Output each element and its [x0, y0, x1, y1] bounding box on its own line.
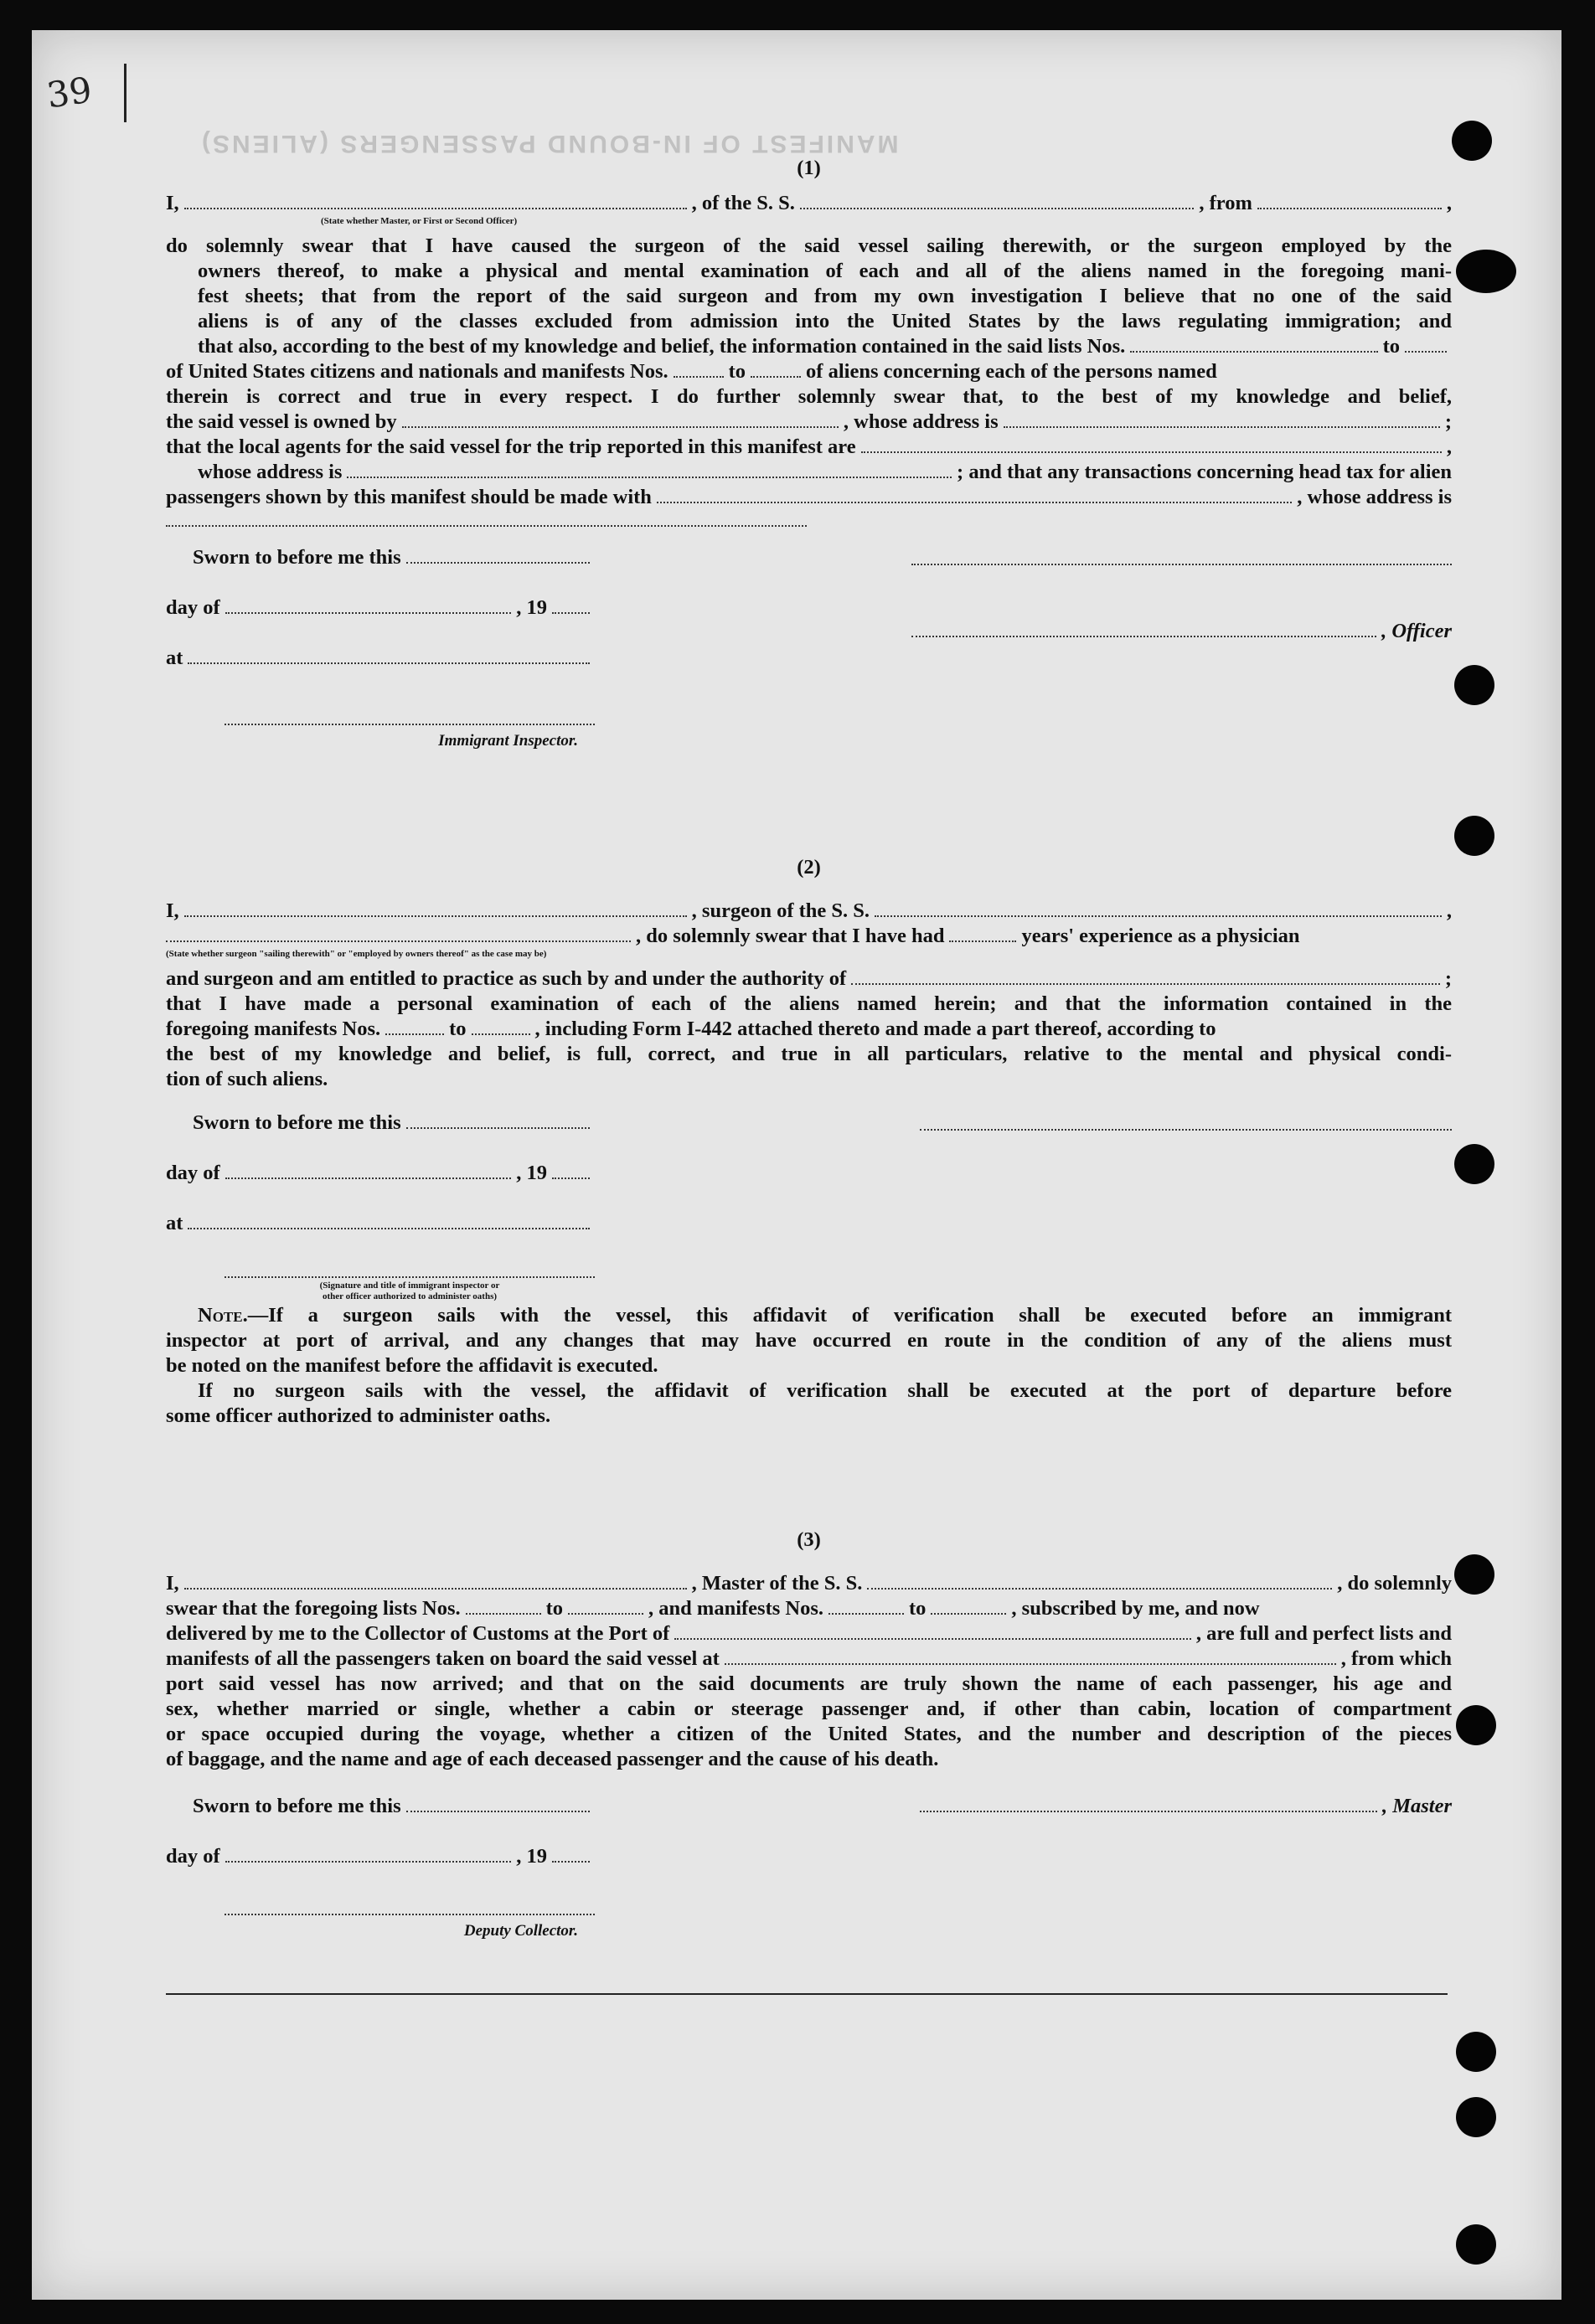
- sec1-text: that the local agents for the said vessel for the trip reported in this manifest are: [166, 435, 856, 458]
- manifests-from-field[interactable]: [674, 361, 724, 378]
- sec3-text: , are full and perfect lists and: [1195, 1622, 1452, 1645]
- sig-caption: other officer authorized to administer oaths): [322, 1291, 498, 1301]
- section-3-number: (3): [797, 1528, 821, 1551]
- sec1-lists-line: [166, 334, 1452, 359]
- sec3-signature-area: [166, 1794, 1452, 1953]
- sec3-text: manifests of all the passengers taken on board the said vessel at: [166, 1647, 720, 1670]
- sec3-sworn-line: [193, 1794, 595, 1819]
- sec3-manifests-from-field[interactable]: [828, 1598, 904, 1615]
- headtax-party-field[interactable]: [657, 487, 1292, 503]
- sec3-i: I,: [166, 1572, 179, 1595]
- manifests-to-field[interactable]: [751, 361, 801, 378]
- bottom-rule: [166, 1993, 1448, 1995]
- sec1-text: that also, according to the best of my knowledge and belief, the information contained in the said lists Nos.: [198, 335, 1126, 358]
- sec1-i: I,: [166, 192, 179, 214]
- bleed-through-header: MANIFEST OF IN-BOUND PASSENGERS (ALIENS): [199, 130, 899, 157]
- sec2-text: that I have made a personal examination of each of the aliens named herein; and that the information contained in the: [166, 992, 1452, 1015]
- margin-handwritten-number: 39: [44, 69, 95, 116]
- sec2-at-line: [166, 1211, 595, 1236]
- punch-hole: [1456, 250, 1516, 293]
- year-label: , 19: [516, 596, 547, 619]
- sec2-sworn-line: [193, 1110, 595, 1136]
- sec3-text: of baggage, and the name and age of each deceased passenger and the cause of his death.: [166, 1748, 939, 1770]
- sec1-of-ss: , of the S. S.: [691, 192, 795, 214]
- sec2-text: years' experience as a physician: [1021, 925, 1300, 947]
- sec3-line2: [166, 1596, 1452, 1621]
- punct: ,: [1446, 435, 1452, 458]
- owner-field[interactable]: [402, 411, 839, 428]
- surgeon-name-field[interactable]: [184, 900, 687, 917]
- document-page: [32, 30, 1561, 2300]
- sec2-line2: [166, 924, 1452, 949]
- sec2-text: the best of my knowledge and belief, is full, correct, and true in all particulars, relative to the mental and physical condi-: [166, 1043, 1452, 1065]
- sec3-text: delivered by me to the Collector of Customs at the Port of: [166, 1622, 670, 1645]
- sec2-inspector-sig: [225, 1261, 595, 1302]
- day-of-label: day of: [166, 1162, 220, 1184]
- headtax-address-field[interactable]: [166, 510, 807, 527]
- sec2-surgeon-label: , surgeon of the S. S.: [691, 899, 870, 922]
- sec3-vessel-field[interactable]: [867, 1573, 1332, 1590]
- sec3-manifests-to-field[interactable]: [931, 1598, 1006, 1615]
- boarding-port-field[interactable]: [725, 1648, 1336, 1665]
- sec1-text: passengers shown by this manifest should be made with: [166, 486, 652, 508]
- sec2-text: tion of such aliens.: [166, 1068, 328, 1090]
- master-name-field[interactable]: [184, 1573, 687, 1590]
- officer-label: , Officer: [1381, 620, 1452, 642]
- sec1-inspector-sig: [225, 709, 595, 754]
- authority-field[interactable]: [851, 968, 1440, 985]
- officer-signature-field-2[interactable]: [911, 621, 1376, 637]
- punch-hole: [1454, 1554, 1494, 1595]
- sec1-text: do solemnly swear that I have caused the surgeon of the said vessel sailing therewith, or the surgeon employed by the: [166, 234, 1452, 257]
- sec1-line1: [166, 191, 1452, 216]
- year-label: , 19: [516, 1845, 547, 1868]
- sworn-label: Sworn to before me this: [193, 1795, 401, 1817]
- port-field[interactable]: [674, 1623, 1191, 1640]
- sec2-manifests-from-field[interactable]: [385, 1018, 444, 1035]
- sec1-from: , from: [1199, 192, 1252, 214]
- sec3-text: swear that the foregoing lists Nos.: [166, 1597, 461, 1620]
- sec2-day-line: [166, 1161, 595, 1186]
- sec1-agent-address-line: [166, 460, 1452, 485]
- years-experience-field[interactable]: [949, 925, 1016, 942]
- sec1-text: of aliens concerning each of the persons named: [806, 360, 1217, 383]
- sec3-text: , do solemnly: [1337, 1572, 1452, 1595]
- lists-from-field[interactable]: [1130, 336, 1377, 353]
- sec2-body: [166, 966, 1452, 1092]
- sec3-text: , Master of the S. S.: [691, 1572, 863, 1595]
- agents-field[interactable]: [861, 436, 1442, 453]
- punct: ;: [1444, 410, 1453, 433]
- sec3-text: , from which: [1340, 1647, 1452, 1670]
- sworn-label: Sworn to before me this: [193, 1111, 401, 1134]
- sec2-manifests-line: [166, 1017, 1452, 1042]
- sec2-authority-line: [166, 966, 1452, 992]
- note-label: Note.: [198, 1304, 248, 1327]
- vessel-name-field[interactable]: [800, 193, 1195, 209]
- sec3-text: sex, whether married or single, whether a cabin or steerage passenger and, if other than cabin, location of compartment: [166, 1698, 1452, 1720]
- note-text: be noted on the manifest before the affidavit is executed.: [166, 1354, 658, 1377]
- sec3-lists-from-field[interactable]: [466, 1598, 541, 1615]
- sec2-text: , including Form I-442 attached thereto and made a part thereof, according to: [534, 1018, 1216, 1040]
- sec2-surgeon-signature: [920, 1110, 1452, 1131]
- sec2-line1: [166, 899, 1452, 924]
- sec3-year-field[interactable]: [552, 1846, 590, 1863]
- sec1-at-line: [166, 646, 595, 671]
- margin-rule: [124, 64, 126, 122]
- sec1-text: of United States citizens and nationals and manifests Nos.: [166, 360, 668, 383]
- sworn-label: Sworn to before me this: [193, 546, 401, 569]
- owner-address-field[interactable]: [1004, 411, 1440, 428]
- from-port-field[interactable]: [1257, 193, 1442, 209]
- sec1-text: fest sheets; that from the report of the said surgeon and from my own investigation I believe that no one of the said: [198, 285, 1452, 307]
- section-1-number: (1): [797, 157, 821, 179]
- inspector-label: Immigrant Inspector.: [438, 732, 578, 750]
- officer-name-field[interactable]: [184, 193, 687, 209]
- sec2-inspector-signature-field[interactable]: [225, 1261, 595, 1278]
- sec1-agents-line: [166, 435, 1452, 460]
- sec3-deputy-sig: [225, 1899, 595, 1944]
- note-text: If no surgeon sails with the vessel, the affidavit of verification shall be executed at the port of departure before: [198, 1379, 1452, 1402]
- sec3-day-line: [166, 1844, 595, 1869]
- deputy-label: Deputy Collector.: [463, 1922, 578, 1940]
- sec2-sworn-date-field[interactable]: [406, 1112, 590, 1129]
- day-of-label: day of: [166, 596, 220, 619]
- punch-hole: [1452, 121, 1492, 161]
- sec3-text: , and manifests Nos.: [648, 1597, 823, 1620]
- sec3-text: port said vessel has now arrived; and that on the said documents are truly shown the name of each passenger, his age and: [166, 1672, 1452, 1695]
- sec1-text: ; and that any transactions concerning head tax for alien: [957, 461, 1452, 483]
- sworn-date-field[interactable]: [406, 547, 590, 564]
- sec1-body: [166, 234, 1452, 527]
- punch-hole: [1456, 2032, 1496, 2072]
- surgeon-status-caption: (State whether surgeon "sailing therewith" or "employed by owners thereof" as the case may be): [166, 949, 547, 959]
- sec1-headtax-address-line: [166, 510, 1452, 527]
- note-text: —If a surgeon sails with the vessel, this affidavit of verification shall be executed before an immigrant: [247, 1304, 1452, 1327]
- sec1-manifests-line: [166, 359, 1452, 384]
- sec1-sworn-line: [193, 545, 595, 570]
- sec2-at-field[interactable]: [188, 1213, 590, 1229]
- surgeon-signature-field[interactable]: [920, 1110, 1452, 1131]
- officer-signature-field-1[interactable]: [911, 545, 1452, 565]
- sec3-text: , subscribed by me, and now: [1011, 1597, 1260, 1620]
- sec3-line4: [166, 1646, 1452, 1672]
- punct: ,: [1446, 899, 1452, 922]
- officer-title-caption: (State whether Master, or First or Second Officer): [321, 216, 518, 226]
- surgeon-status-field[interactable]: [166, 925, 631, 942]
- sec1-text: , whose address is: [843, 410, 999, 433]
- punch-hole: [1456, 2224, 1496, 2265]
- sec1-text: whose address is: [198, 461, 343, 483]
- punch-hole: [1456, 2097, 1496, 2137]
- note-text: inspector at port of arrival, and any changes that may have occurred en route in the condition of any of the aliens must: [166, 1329, 1452, 1352]
- punch-hole: [1454, 1144, 1494, 1184]
- master-label: , Master: [1381, 1795, 1452, 1817]
- inspector-signature-field[interactable]: [225, 709, 595, 725]
- agents-address-field[interactable]: [347, 461, 952, 478]
- sec2-day-field[interactable]: [225, 1162, 512, 1179]
- year-label: , 19: [516, 1162, 547, 1184]
- sec2-manifests-to-field[interactable]: [472, 1018, 530, 1035]
- sec2-text: and surgeon and am entitled to practice as such by and under the authority of: [166, 967, 847, 990]
- sec2-signature-area: [166, 1110, 1452, 1303]
- day-field[interactable]: [225, 597, 512, 614]
- sec3-line3: [166, 1621, 1452, 1646]
- lists-to-field[interactable]: [1405, 336, 1447, 353]
- sig-caption: (Signature and title of immigrant inspector or: [319, 1281, 500, 1291]
- at-label: at: [166, 1212, 183, 1234]
- note-line: [166, 1303, 1452, 1328]
- year-field[interactable]: [552, 597, 590, 614]
- sec1-text: to: [728, 360, 746, 383]
- sec1-text: owners thereof, to make a physical and mental examination of each and all of the aliens named in the foregoing mani-: [198, 260, 1452, 282]
- deputy-signature-field[interactable]: [225, 1899, 595, 1915]
- sec2-text: to: [449, 1018, 467, 1040]
- punch-hole: [1456, 1705, 1496, 1745]
- sec1-officer-signature-top: [911, 545, 1452, 565]
- sec1-text: the said vessel is owned by: [166, 410, 397, 433]
- sec3-lists-to-field[interactable]: [568, 1598, 643, 1615]
- sec3-text: or space occupied during the voyage, whether a citizen of the United States, and the number and description of the pieces: [166, 1723, 1452, 1745]
- sec2-note: [166, 1303, 1452, 1429]
- sec3-day-field[interactable]: [225, 1846, 512, 1863]
- sec3-text: to: [545, 1597, 564, 1620]
- section-2-number: (2): [797, 856, 821, 879]
- day-of-label: day of: [166, 1845, 220, 1868]
- note-text: some officer authorized to administer oaths.: [166, 1404, 551, 1427]
- sec1-text: to: [1382, 335, 1400, 358]
- at-place-field[interactable]: [188, 647, 590, 664]
- sec3-line1: [166, 1571, 1452, 1596]
- sec1-day-line: [166, 595, 595, 621]
- sec1-officer-line: [911, 619, 1452, 644]
- master-signature-field[interactable]: [920, 1796, 1377, 1812]
- punct: ,: [1446, 192, 1452, 214]
- affidavit-content: [166, 156, 1452, 1995]
- sec2-year-field[interactable]: [552, 1162, 590, 1179]
- sec3-sworn-date-field[interactable]: [406, 1796, 590, 1812]
- sec1-text: aliens is of any of the classes excluded from admission into the United States by the laws regulating immigration; and: [198, 310, 1452, 332]
- sec2-text: foregoing manifests Nos.: [166, 1018, 381, 1040]
- sec1-text: therein is correct and true in every respect. I do further solemnly swear that, to the best of my knowledge and belief,: [166, 385, 1452, 408]
- sec2-text: , do solemnly swear that I have had: [636, 925, 945, 947]
- sec1-headtax-line: [166, 485, 1452, 510]
- at-label: at: [166, 647, 183, 669]
- punct: ;: [1444, 967, 1452, 990]
- sec2-vessel-field[interactable]: [875, 900, 1442, 917]
- sec3-master-line: [920, 1794, 1452, 1819]
- punch-hole: [1454, 816, 1494, 856]
- punch-hole: [1454, 665, 1494, 705]
- sec1-text: , whose address is: [1297, 486, 1452, 508]
- sec1-signature-area: [166, 545, 1452, 771]
- sec2-i: I,: [166, 899, 179, 922]
- sec3-text: to: [909, 1597, 927, 1620]
- sec1-owner-line: [166, 410, 1452, 435]
